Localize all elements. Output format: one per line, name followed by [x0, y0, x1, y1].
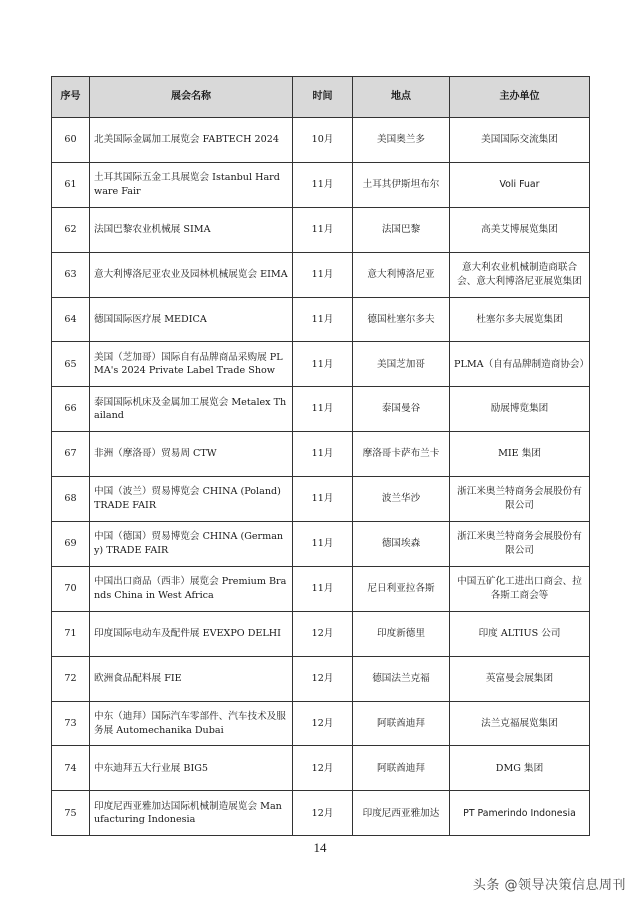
row-time: 11月: [293, 162, 353, 207]
table-row: [52, 342, 590, 387]
table-row: [52, 207, 590, 252]
row-number: 74: [52, 746, 90, 791]
row-number: 60: [52, 118, 90, 163]
header-number: 序号: [52, 77, 90, 118]
table-row: [52, 432, 590, 477]
row-number: 73: [52, 701, 90, 746]
table-row: [52, 746, 590, 791]
table-row: [52, 252, 590, 297]
table-row: [52, 656, 590, 701]
table-row: [52, 118, 590, 163]
row-location: 阿联酋迪拜: [353, 746, 450, 791]
table-row: [52, 566, 590, 611]
row-time: 11月: [293, 252, 353, 297]
table-row: [52, 477, 590, 522]
row-organizer: Voli Fuar: [450, 162, 590, 207]
row-organizer: 法兰克福展览集团: [450, 701, 590, 746]
table-row: [52, 297, 590, 342]
table-row: [52, 611, 590, 656]
row-number: 66: [52, 387, 90, 432]
row-number: 61: [52, 162, 90, 207]
row-location: 尼日利亚拉各斯: [353, 566, 450, 611]
row-exhibition-name: 德国国际医疗展 MEDICA: [90, 297, 293, 342]
row-location: 德国埃森: [353, 522, 450, 567]
row-organizer: 杜塞尔多夫展览集团: [450, 297, 590, 342]
row-exhibition-name: 中东迪拜五大行业展 BIG5: [90, 746, 293, 791]
row-time: 12月: [293, 791, 353, 836]
row-time: 11月: [293, 566, 353, 611]
row-exhibition-name: 法国巴黎农业机械展 SIMA: [90, 207, 293, 252]
table-body: [52, 118, 590, 836]
row-location: 印度新德里: [353, 611, 450, 656]
row-location: 土耳其伊斯坦布尔: [353, 162, 450, 207]
header-organizer: 主办单位: [450, 77, 590, 118]
page-number: 14: [313, 840, 327, 855]
row-organizer: 中国五矿化工进出口商会、拉各斯工商会等: [450, 566, 590, 611]
row-location: 波兰华沙: [353, 477, 450, 522]
row-time: 10月: [293, 118, 353, 163]
row-organizer: 意大利农业机械制造商联合会、意大利博洛尼亚展览集团: [450, 252, 590, 297]
row-time: 11月: [293, 477, 353, 522]
row-number: 75: [52, 791, 90, 836]
row-number: 64: [52, 297, 90, 342]
row-location: 泰国曼谷: [353, 387, 450, 432]
row-organizer: 浙江米奥兰特商务会展股份有限公司: [450, 477, 590, 522]
row-exhibition-name: 北美国际金属加工展览会 FABTECH 2024: [90, 118, 293, 163]
row-exhibition-name: 土耳其国际五金工具展览会 Istanbul Hardware Fair: [90, 162, 293, 207]
row-exhibition-name: 印度国际电动车及配件展 EVEXPO DELHI: [90, 611, 293, 656]
row-organizer: 浙江米奥兰特商务会展股份有限公司: [450, 522, 590, 567]
row-time: 11月: [293, 342, 353, 387]
row-time: 12月: [293, 611, 353, 656]
row-location: 德国法兰克福: [353, 656, 450, 701]
header-location: 地点: [353, 77, 450, 118]
watermark: 头条 @领导决策信息周刊: [472, 878, 626, 893]
row-number: 70: [52, 566, 90, 611]
row-exhibition-name: 非洲（摩洛哥）贸易周 CTW: [90, 432, 293, 477]
row-time: 11月: [293, 207, 353, 252]
row-exhibition-name: 印度尼西亚雅加达国际机械制造展览会 Manufacturing Indonesia: [90, 791, 293, 836]
row-number: 62: [52, 207, 90, 252]
row-number: 67: [52, 432, 90, 477]
table-row: [52, 701, 590, 746]
table-row: [52, 791, 590, 836]
row-organizer: PT Pamerindo Indonesia: [450, 791, 590, 836]
row-location: 意大利博洛尼亚: [353, 252, 450, 297]
row-organizer: 英富曼会展集团: [450, 656, 590, 701]
row-exhibition-name: 意大利博洛尼亚农业及园林机械展览会 EIMA: [90, 252, 293, 297]
header-time: 时间: [293, 77, 353, 118]
row-organizer: PLMA（自有品牌制造商协会）: [450, 342, 590, 387]
row-exhibition-name: 中国（波兰）贸易博览会 CHINA (Poland) TRADE FAIR: [90, 477, 293, 522]
row-time: 11月: [293, 432, 353, 477]
row-location: 德国杜塞尔多夫: [353, 297, 450, 342]
row-location: 美国芝加哥: [353, 342, 450, 387]
row-number: 71: [52, 611, 90, 656]
row-exhibition-name: 中国（德国）贸易博览会 CHINA (Germany) TRADE FAIR: [90, 522, 293, 567]
table-row: [52, 162, 590, 207]
table-row: [52, 387, 590, 432]
row-location: 摩洛哥卡萨布兰卡: [353, 432, 450, 477]
row-location: 印度尼西亚雅加达: [353, 791, 450, 836]
row-number: 68: [52, 477, 90, 522]
row-number: 69: [52, 522, 90, 567]
row-organizer: 美国国际交流集团: [450, 118, 590, 163]
row-number: 65: [52, 342, 90, 387]
row-time: 11月: [293, 522, 353, 567]
header-exhibition-name: 展会名称: [90, 77, 293, 118]
row-time: 12月: [293, 746, 353, 791]
row-time: 12月: [293, 656, 353, 701]
row-organizer: 高美艾博展览集团: [450, 207, 590, 252]
row-exhibition-name: 美国（芝加哥）国际自有品牌商品采购展 PLMA's 2024 Private Label Trade Show: [90, 342, 293, 387]
row-time: 11月: [293, 297, 353, 342]
row-number: 63: [52, 252, 90, 297]
row-location: 阿联酋迪拜: [353, 701, 450, 746]
row-location: 法国巴黎: [353, 207, 450, 252]
row-organizer: 励展博览集团: [450, 387, 590, 432]
row-number: 72: [52, 656, 90, 701]
row-organizer: MIE 集团: [450, 432, 590, 477]
table-row: [52, 522, 590, 567]
row-exhibition-name: 中国出口商品（西非）展览会 Premium Brands China in West Africa: [90, 566, 293, 611]
exhibition-table: [51, 76, 590, 836]
table-header: [52, 77, 590, 118]
row-time: 11月: [293, 387, 353, 432]
row-location: 美国奥兰多: [353, 118, 450, 163]
row-exhibition-name: 泰国国际机床及金属加工展览会 Metalex Thailand: [90, 387, 293, 432]
row-exhibition-name: 欧洲食品配料展 FIE: [90, 656, 293, 701]
row-exhibition-name: 中东（迪拜）国际汽车零部件、汽车技术及服务展 Automechanika Dubai: [90, 701, 293, 746]
row-time: 12月: [293, 701, 353, 746]
row-organizer: DMG 集团: [450, 746, 590, 791]
row-organizer: 印度 ALTIUS 公司: [450, 611, 590, 656]
